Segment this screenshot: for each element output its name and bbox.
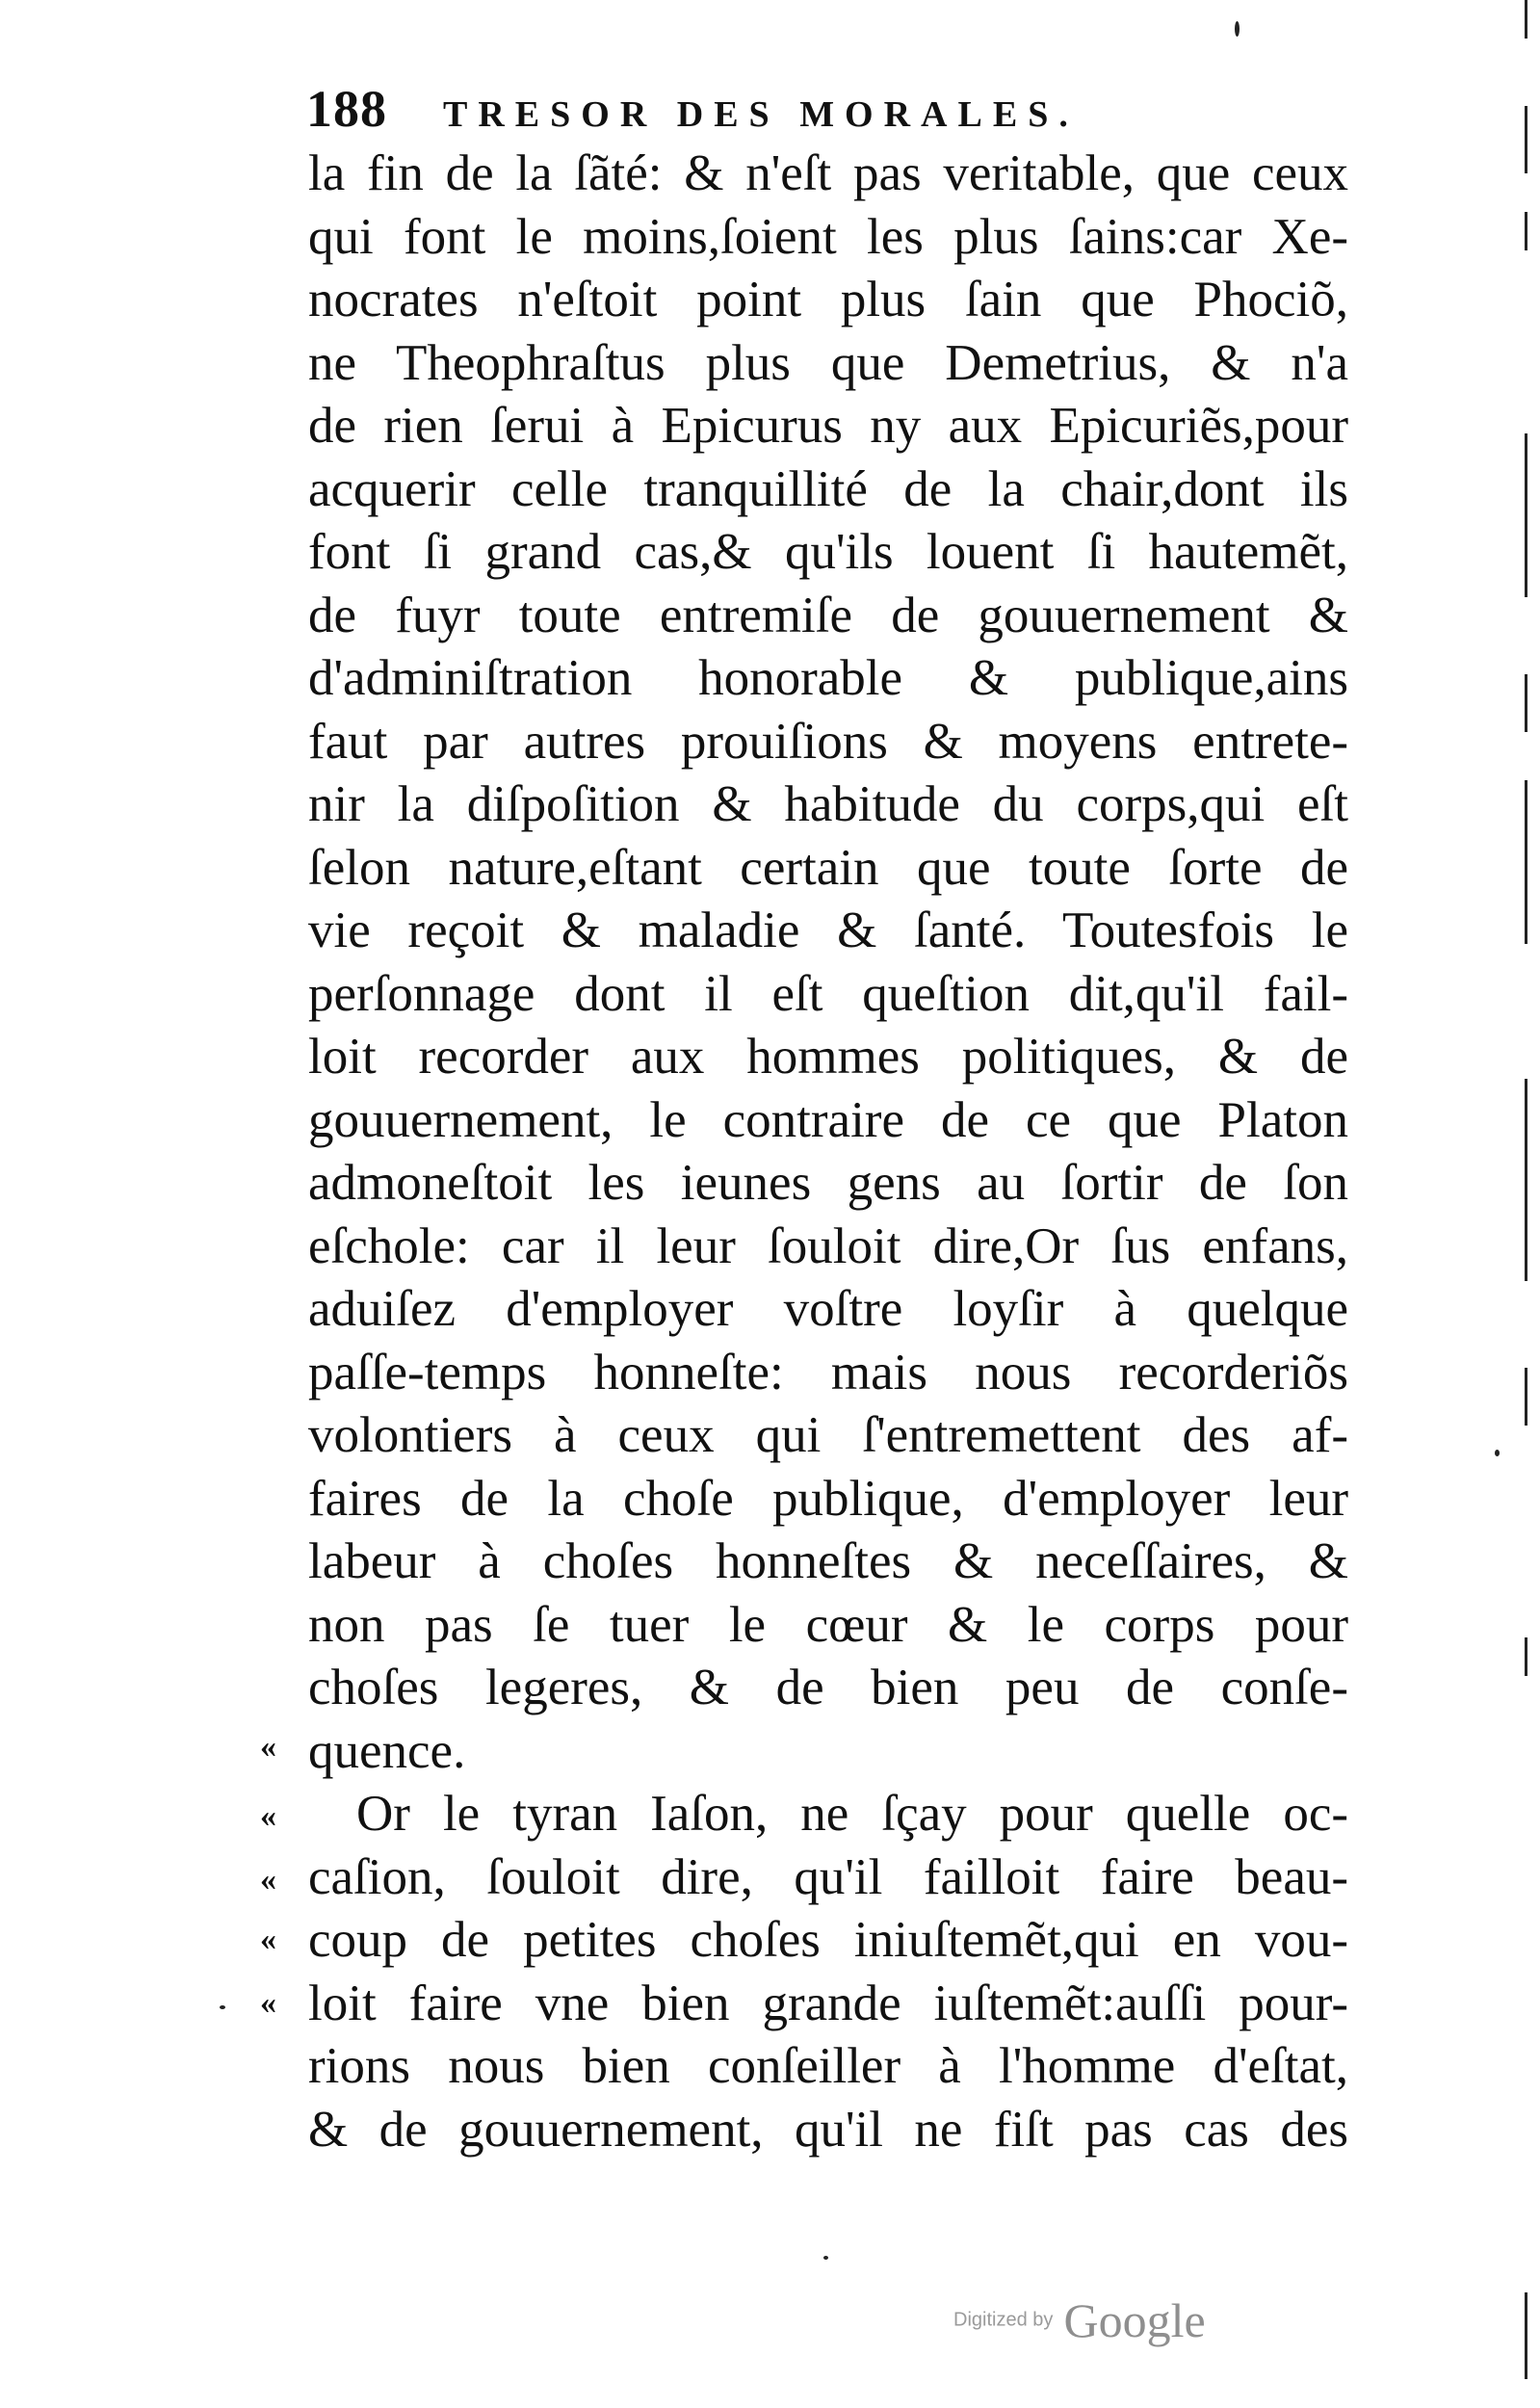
edge-segment: [1525, 0, 1527, 39]
edge-segment: [1525, 780, 1527, 944]
edge-segment: [1525, 674, 1527, 732]
text-line: Or le tyran Iaſon, ne ſçay pour quelle oc-: [356, 1786, 1348, 1842]
edge-segment: [1525, 1368, 1527, 1426]
text-line: rions nous bien conſeiller à l'homme d'eſtat,: [308, 2038, 1348, 2094]
edge-segment: [1525, 1637, 1527, 1676]
paragraph-1: [308, 143, 1348, 1783]
watermark-prefix: Digitized by: [953, 2309, 1054, 2331]
ink-speck: [220, 2005, 225, 2009]
text-line: acquerir celle tranquillité de la chair,dont ils: [308, 460, 1348, 517]
text-line: aduiſez d'employer voſtre loyſir à quelque: [308, 1281, 1348, 1337]
quote-mark: «: [260, 1922, 276, 1957]
text-line: gouuernement, le contraire de ce que Platon: [308, 1091, 1348, 1148]
text-line: loit recorder aux hommes politiques, & de: [308, 1029, 1348, 1085]
edge-segment: [1525, 1137, 1527, 1281]
quote-mark: «: [260, 1862, 276, 1898]
text-line: faires de la choſe publique, d'employer leur: [308, 1470, 1348, 1527]
text-line: & de gouuernement, qu'il ne fiſt pas cas des: [308, 2101, 1348, 2158]
ink-speck: [823, 2256, 828, 2260]
text-line: font ſi grand cas,& qu'ils louent ſi hautemẽt,: [308, 524, 1348, 580]
edge-segment: [1525, 2292, 1527, 2379]
text-line: d'adminiſtration honorable & publique,ains: [308, 650, 1348, 706]
edge-segment: [1525, 433, 1527, 597]
text-line: ſelon nature,eſtant certain que toute ſorte de: [308, 839, 1348, 896]
text-line: de fuyr toute entremiſe de gouuernement &: [308, 587, 1348, 643]
paragraph-2: [308, 1783, 1348, 2161]
digitized-by-google-watermark: [953, 2292, 1300, 2350]
text-line: qui font le moins,ſoient les plus ſains:car Xe-: [308, 208, 1348, 265]
edge-segment: [1525, 212, 1527, 250]
text-line: vie reçoit & maladie & ſanté. Toutesfois le: [308, 903, 1348, 958]
body-text: [308, 143, 1348, 2161]
google-logo: Google: [1063, 2293, 1206, 2347]
ink-speck: [1495, 1450, 1500, 1456]
text-line: coup de petites choſes iniuſtemẽt,qui en vou-: [308, 1912, 1348, 1968]
quote-mark: «: [260, 1798, 276, 1834]
text-line: caſion, ſouloit dire, qu'il failloit faire beau-: [308, 1848, 1348, 1905]
text-line: nir la diſpoſition & habitude du corps,qui eſt: [308, 776, 1348, 832]
text-line: choſes legeres, & de bien peu de conſe-: [308, 1660, 1348, 1715]
text-line: faut par autres prouiſions & moyens entrete-: [308, 713, 1348, 770]
text-line: quence.: [308, 1722, 466, 1779]
running-title: TRESOR DES MORALES.: [443, 94, 1079, 135]
page-edge-shadow: [1525, 0, 1528, 2408]
text-line: eſchole: car il leur ſouloit dire,Or ſus enfans,: [308, 1217, 1348, 1274]
text-line: la fin de la ſãté: & n'eſt pas veritable, que ceux: [308, 145, 1348, 201]
text-line: non pas ſe tuer le cœur & le corps pour: [308, 1596, 1348, 1653]
text-line: ne Theophraſtus plus que Demetrius, & n'a: [308, 334, 1348, 391]
text-line: volontiers à ceux qui ſ'entremettent des af-: [308, 1407, 1348, 1463]
text-line: nocrates n'eſtoit point plus ſain que Phociõ,: [308, 272, 1348, 327]
ink-speck: [1235, 21, 1240, 37]
edge-segment: [1525, 106, 1527, 173]
page-number: 188: [306, 80, 387, 138]
quote-mark: «: [260, 1729, 276, 1765]
quote-mark: «: [260, 1985, 276, 2021]
text-line: admoneſtoit les ieunes gens au ſortir de ſon: [308, 1155, 1348, 1211]
text-line: loit faire vne bien grande iuſtemẽt:auſſi pour-: [308, 1975, 1348, 2031]
text-line: perſonnage dont il eſt queſtion dit,qu'il fail-: [308, 965, 1348, 1022]
text-line: paſſe-temps honneſte: mais nous recorderiõs: [308, 1344, 1348, 1400]
text-line: de rien ſerui à Epicurus ny aux Epicuriẽs,pour: [308, 398, 1348, 454]
text-line: labeur à choſes honneſtes & neceſſaires, &: [308, 1533, 1348, 1589]
running-head: [306, 79, 1192, 137]
